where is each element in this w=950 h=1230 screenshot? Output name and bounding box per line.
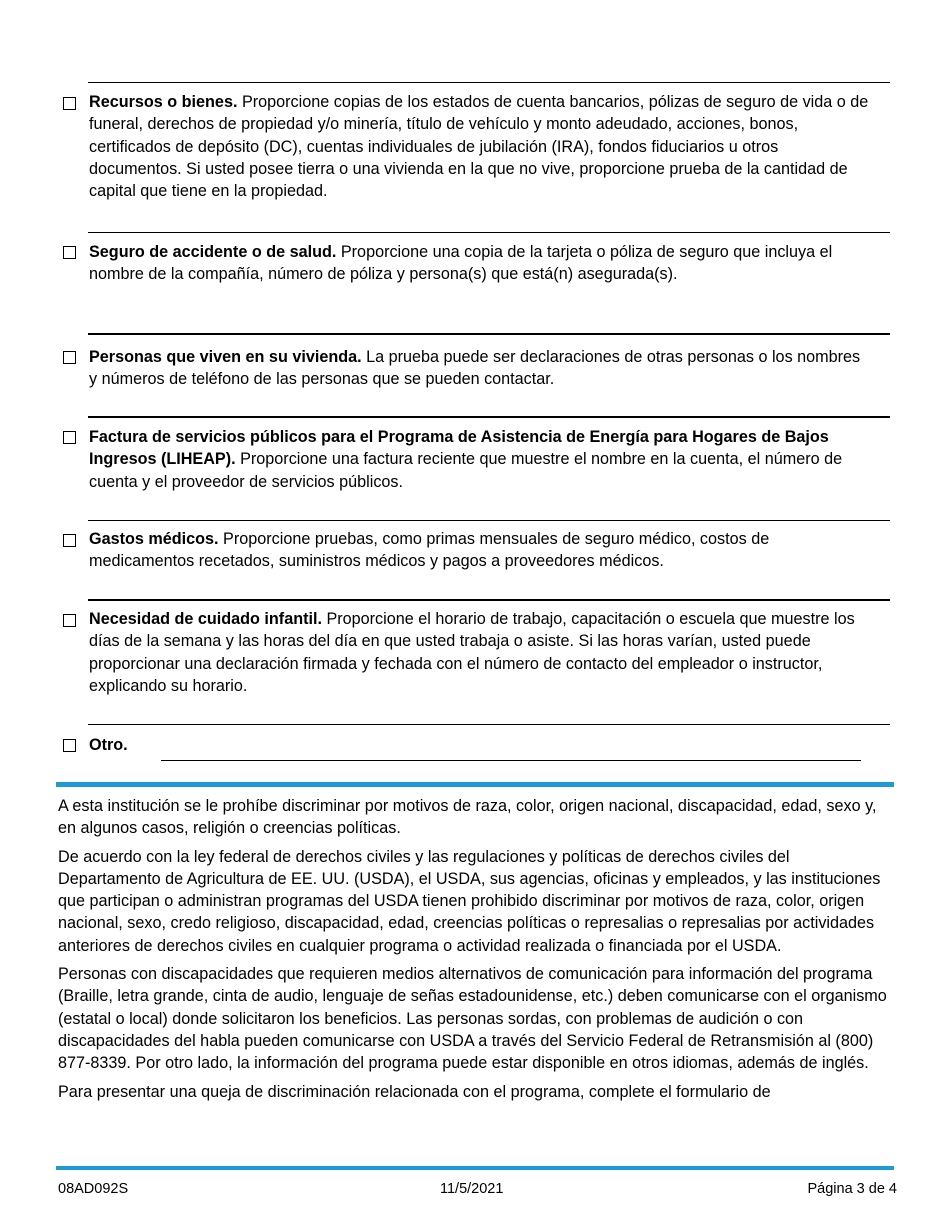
checkbox-seguro[interactable] xyxy=(63,246,76,259)
item-body: La prueba puede ser declaraciones de otras personas o los nombres y números de teléfono de las personas que se pueden contactar. xyxy=(89,348,861,389)
item-body: Proporcione copias de los estados de cuenta bancarios, pólizas de seguro de vida o de funeral, derechos de propiedad y/o minería, título de vehículo y monto adeudado, acciones, bonos, certificados de depósito (DC), cuentas individuales de jubilación (IRA), fondos fiduciarios u otros documentos. Si usted posee tierra o una vivienda en la que no vive, proporcione prueba de la cantidad de capital que tiene en la propiedad. xyxy=(89,93,869,201)
checkbox-otro[interactable] xyxy=(63,739,76,752)
checklist-item-personas xyxy=(89,346,869,391)
checklist-item-otro xyxy=(89,734,159,756)
item-body: Proporcione pruebas, como primas mensuales de seguro médico, costos de medicamentos recetados, suministros médicos y pagos a proveedores médicos. xyxy=(89,530,770,571)
nondiscrimination-notice xyxy=(58,795,894,1109)
checkbox-recursos[interactable] xyxy=(63,97,76,110)
checklist-item-liheap xyxy=(89,426,869,493)
section-divider xyxy=(88,520,890,521)
item-body: Proporcione una factura reciente que muestre el nombre en la cuenta, el número de cuenta y el proveedor de servicios públicos. xyxy=(89,450,843,491)
notice-paragraph: A esta institución se le prohíbe discriminar por motivos de raza, color, origen nacional, discapacidad, edad, sexo y, en algunos casos, religión o creencias políticas. xyxy=(58,797,877,838)
item-body: Proporcione una copia de la tarjeta o póliza de seguro que incluya el nombre de la compañía, número de póliza y persona(s) que está(n) asegurada(s). xyxy=(89,243,833,284)
checklist-item-cuidado-infantil xyxy=(89,608,869,697)
section-divider xyxy=(88,416,890,418)
item-title: Necesidad de cuidado infantil. xyxy=(89,610,322,628)
section-divider xyxy=(88,724,890,725)
checkbox-liheap[interactable] xyxy=(63,431,76,444)
item-title: Seguro de accidente o de salud. xyxy=(89,243,337,261)
item-title: Gastos médicos. xyxy=(89,530,219,548)
checklist-item-gastos-medicos xyxy=(89,528,869,573)
notice-top-bar xyxy=(56,782,894,787)
notice-paragraph: Personas con discapacidades que requieren medios alternativos de comunicación para información del programa (Braille, letra grande, cinta de audio, lenguaje de señas estadounidense, etc.) deben comunicarse con el organismo (estatal o local) donde solicitaron los beneficios. Las personas sordas, con problemas de audición o con discapacidades del habla pueden comunicarse con USDA a través del Servicio Federal de Retransmisión al (800) 877-8339. Por otro lado, la información del programa puede estar disponible en otros idiomas, además de inglés. xyxy=(58,965,887,1073)
section-divider xyxy=(88,232,890,233)
footer-page-number: Página 3 de 4 xyxy=(807,1181,897,1197)
footer-date: 11/5/2021 xyxy=(440,1181,504,1197)
item-title: Recursos o bienes. xyxy=(89,93,238,111)
item-title: Personas que viven en su vivienda. xyxy=(89,348,362,366)
checkbox-personas[interactable] xyxy=(63,351,76,364)
notice-paragraph: De acuerdo con la ley federal de derechos civiles y las regulaciones y políticas de derechos civiles del Departamento de Agricultura de EE. UU. (USDA), el USDA, sus agencias, oficinas y empleados, y las instituciones que participan o administran programas del USDA tienen prohibido discriminar por motivos de raza, color, origen nacional, sexo, credo religioso, discapacidad, edad, creencias políticas o represalias o represalias por actividades anteriores de derechos civiles en cualquier programa o actividad realizada o financiada por el USDA. xyxy=(58,847,881,955)
item-title: Factura de servicios públicos para el Programa de Asistencia de Energía para Hogares de Bajos Ingresos (LIHEAP). xyxy=(89,428,829,469)
item-title: Otro. xyxy=(89,736,128,754)
section-divider xyxy=(88,82,890,83)
checkbox-cuidado-infantil[interactable] xyxy=(63,614,76,627)
footer-top-bar xyxy=(56,1166,894,1170)
section-divider xyxy=(88,333,890,335)
otro-write-in-line[interactable] xyxy=(161,760,861,761)
footer-form-id: 08AD092S xyxy=(58,1181,129,1197)
checkbox-gastos-medicos[interactable] xyxy=(63,534,76,547)
item-body: Proporcione el horario de trabajo, capacitación o escuela que muestre los días de la semana y las horas del día en que usted trabaja o asiste. Si las horas varían, usted puede proporcionar una declaración firmada y fechada con el número de contacto del empleador o instructor, explicando su horario. xyxy=(89,610,855,695)
checklist-item-seguro xyxy=(89,241,869,286)
checklist-item-recursos xyxy=(89,91,869,202)
section-divider xyxy=(88,599,890,601)
notice-paragraph: Para presentar una queja de discriminación relacionada con el programa, complete el formulario de xyxy=(58,1082,771,1101)
